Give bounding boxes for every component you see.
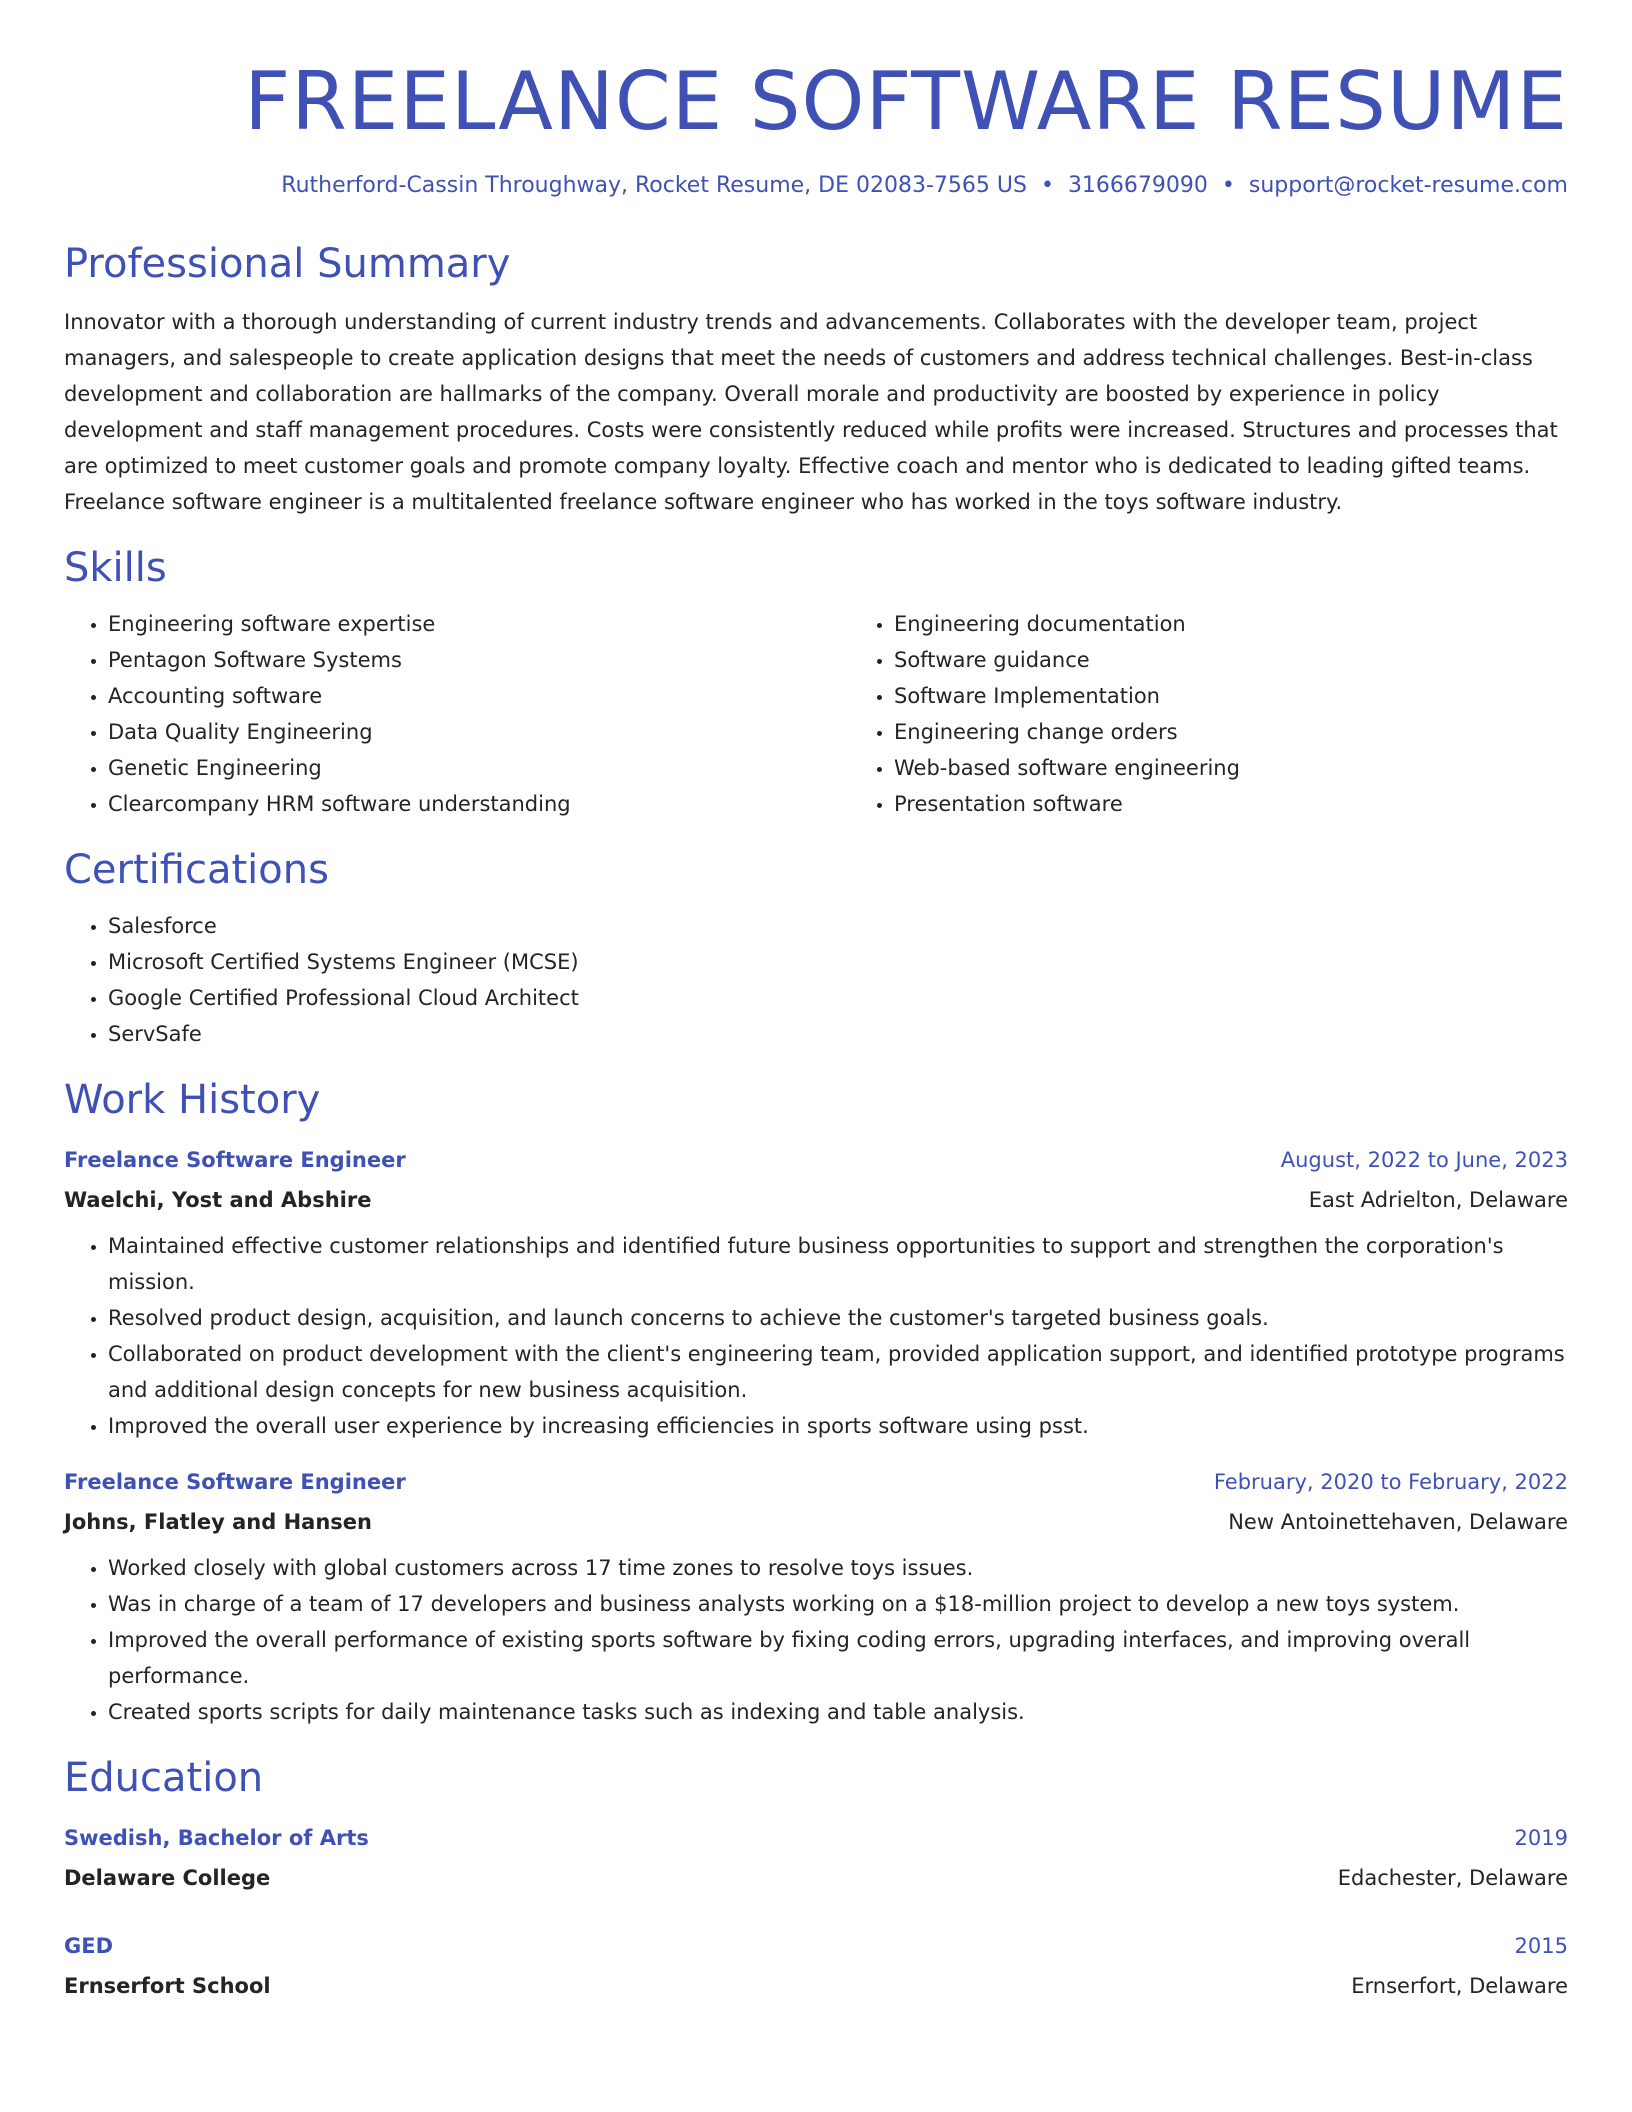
contact-separator: • [1221,173,1235,198]
summary-heading: Professional Summary [64,241,511,287]
job-header-row [64,1140,1568,1180]
job-location: East Adrielton, Delaware [1308,1188,1568,1212]
education-school-row [64,1966,1568,2006]
job-bullet: • Created sports scripts for daily maintenance tasks such as indexing and table analysis. [108,1694,1568,1730]
education-section [64,1750,1568,2006]
education-entry [64,1818,1568,1898]
resume-title: FREELANCE SOFTWARE RESUME [244,55,1568,148]
certification-item: • Microsoft Certified Systems Engineer (MCSE) [108,944,1568,980]
job-company: Johns, Flatley and Hansen [64,1510,372,1534]
job-company-row [64,1180,1568,1220]
education-year: 2015 [1514,1934,1568,1958]
job-company: Waelchi, Yost and Abshire [64,1188,372,1212]
skill-item: • Web-based software engineering [894,750,1632,786]
skill-item: • Engineering software expertise [108,606,850,642]
job-bullet: • Collaborated on product development with the client's engineering team, provided application support, and identified prototype programs and additional design concepts for new business acquisition. [108,1336,1568,1408]
job-location: New Antoinettehaven, Delaware [1228,1510,1568,1534]
certification-item: • Google Certified Professional Cloud Architect [108,980,1568,1016]
skills-grid [64,596,1568,822]
education-entry [64,1926,1568,2006]
job-dates: February, 2020 to February, 2022 [1213,1470,1568,1494]
job-bullet: • Improved the overall performance of existing sports software by fixing coding errors, upgrading interfaces, and improving overall performance. [108,1622,1568,1694]
education-school: Delaware College [64,1866,271,1890]
job-title: Freelance Software Engineer [64,1470,406,1494]
skill-item: • Clearcompany HRM software understanding [108,786,850,822]
job-company-row [64,1502,1568,1542]
contact-email[interactable]: support@rocket-resume.com [1248,173,1568,198]
contact-address: Rutherford-Cassin Throughway, Rocket Resume, DE 02083-7565 US [281,173,1027,198]
skills-list-left [64,606,850,822]
education-degree: Swedish, Bachelor of Arts [64,1826,369,1850]
skill-item: • Software guidance [894,642,1632,678]
summary-text: Innovator with a thorough understanding of current industry trends and advancements. Collaborates with the developer team, project managers, and salespeople to create application designs that meet the needs of customers and address technical challenges. Best-in-class development and collaboration are hallmarks of the company. Overall morale and productivity are boosted by experience in policy development and staff management procedures. Costs were consistently reduced while profits were increased. Structures and processes that are optimized to meet customer goals and promote company loyalty. Effective coach and mentor who is dedicated to leading gifted teams. Freelance software engineer is a multitalented freelance software engineer who has worked in the toys software industry. [64,310,1558,514]
job-dates: August, 2022 to June, 2023 [1280,1148,1568,1172]
contact-phone[interactable]: 3166679090 [1067,173,1208,198]
skill-item: • Presentation software [894,786,1632,822]
education-degree: GED [64,1934,114,1958]
skills-list-right [850,606,1632,822]
job-bullet: • Maintained effective customer relationships and identified future business opportunities to support and strengthen the corporation's mission. [108,1228,1568,1300]
job-bullet: • Worked closely with global customers across 17 time zones to resolve toys issues. [108,1550,1568,1586]
job-bullets [64,1550,1568,1730]
work-history-heading: Work History [64,1077,321,1123]
skill-item: • Software Implementation [894,678,1632,714]
certifications-heading: Certifications [64,847,329,893]
job-entry [64,1462,1568,1730]
skill-item: • Engineering documentation [894,606,1632,642]
job-bullet: • Resolved product design, acquisition, and launch concerns to achieve the customer's targeted business goals. [108,1300,1568,1336]
education-heading: Education [64,1755,264,1801]
education-header-row [64,1818,1568,1858]
skills-heading: Skills [64,545,167,591]
job-entry [64,1140,1568,1444]
job-title: Freelance Software Engineer [64,1148,406,1172]
skill-item: • Genetic Engineering [108,750,850,786]
resume-header [64,0,1568,202]
education-year: 2019 [1514,1826,1568,1850]
skill-item: • Data Quality Engineering [108,714,850,750]
summary-section [64,236,1568,520]
job-bullet: • Improved the overall user experience by increasing efficiencies in sports software using psst. [108,1408,1568,1444]
skill-item: • Accounting software [108,678,850,714]
skill-item: • Pentagon Software Systems [108,642,850,678]
education-header-row [64,1926,1568,1966]
skill-item: • Engineering change orders [894,714,1632,750]
certification-item: • Salesforce [108,908,1568,944]
work-history-section [64,1072,1568,1730]
education-school-row [64,1858,1568,1898]
education-location: Ernserfort, Delaware [1351,1974,1568,1998]
certifications-list [64,908,1568,1052]
job-header-row [64,1462,1568,1502]
education-school: Ernserfort School [64,1974,271,1998]
education-location: Edachester, Delaware [1337,1866,1568,1890]
certification-item: • ServSafe [108,1016,1568,1052]
job-bullets [64,1228,1568,1444]
contact-line [64,170,1568,202]
job-bullet: • Was in charge of a team of 17 developers and business analysts working on a $18-million project to develop a new toys system. [108,1586,1568,1622]
contact-separator: • [1040,173,1054,198]
skills-section [64,540,1568,822]
certifications-section [64,842,1568,1052]
